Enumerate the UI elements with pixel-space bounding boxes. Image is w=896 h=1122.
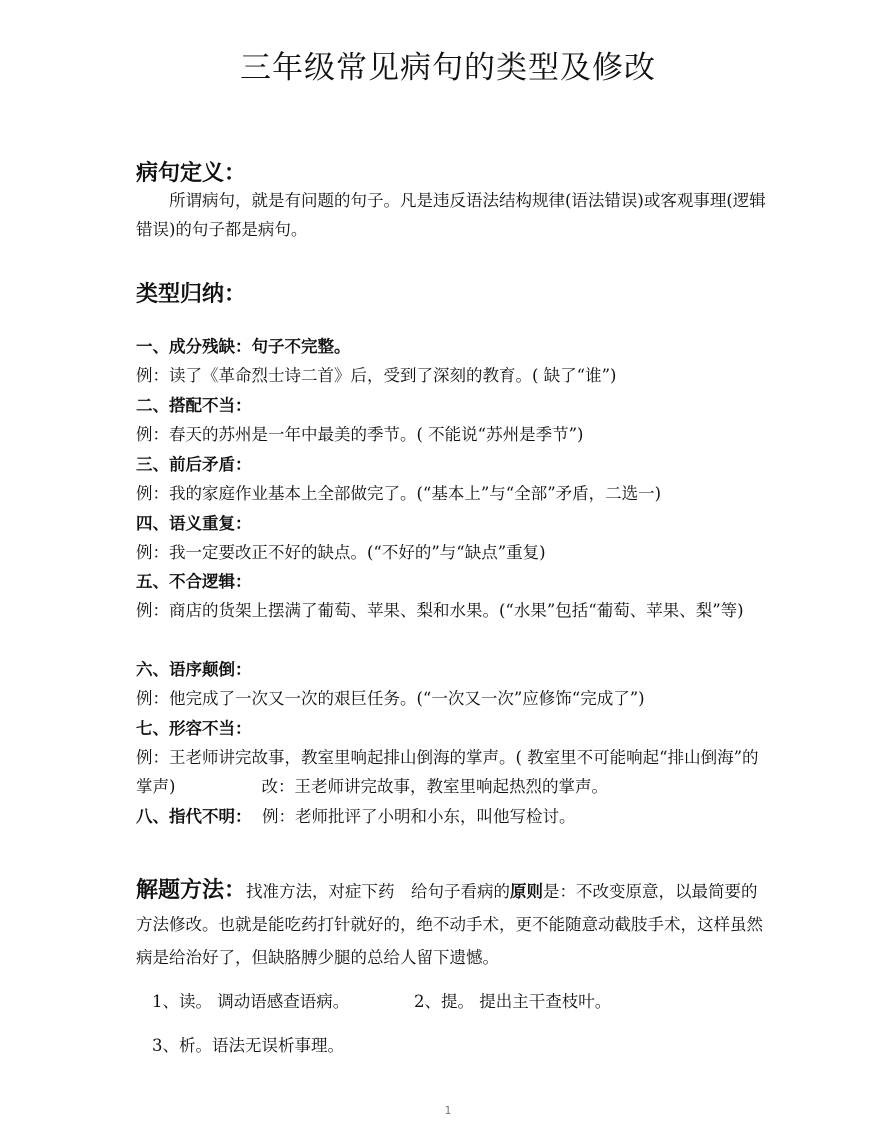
method-step-2: 2、提。 提出主干查枝叶。 — [414, 992, 612, 1011]
method-paragraph — [136, 874, 766, 974]
type-1-label: 一、成分残缺：句子不完整。 — [136, 337, 351, 356]
method-step-3: 3、析。语法无误析事理。 — [152, 1036, 344, 1055]
type-6-label: 六、语序颠倒： — [136, 660, 252, 679]
type-7-label: 七、形容不当： — [136, 719, 252, 738]
type-8-label: 八、指代不明： — [136, 807, 252, 826]
type-7-fix: 改：王老师讲完故事，教室里响起热烈的掌声。 — [261, 777, 608, 796]
type-8-example: 例：老师批评了小明和小东，叫他写检讨。 — [262, 807, 576, 826]
type-6-example: 例：他完成了一次又一次的艰巨任务。(“一次又一次”应修饰“完成了”) — [136, 689, 645, 708]
type-3-label: 三、前后矛盾： — [136, 455, 252, 474]
method-intro-b: 是：不改变原意，以最简要的方法修改。也就是能吃药打针就好的，绝不动手术，更不能随意动截肢手术，这样虽然病是给治好了，但缺胳膊少腿的总给人留下遗憾。 — [136, 882, 763, 967]
types-heading: 类型归纳： — [136, 282, 247, 307]
principle-word: 原则 — [510, 882, 544, 901]
type-2-example: 例：春天的苏州是一年中最美的季节。( 不能说“苏州是季节”) — [136, 425, 584, 444]
type-8-row — [136, 802, 768, 831]
method-step-1: 1、读。 调动语感查语病。 — [152, 992, 350, 1011]
type-7-example-text: 例：王老师讲完故事，教室里响起排山倒海的掌声。( 教室里不可能响起“排山倒海”的掌声) — [136, 748, 759, 796]
definition-heading: 病句定义： — [136, 161, 247, 186]
type-7-example — [136, 743, 768, 801]
page-number: 1 — [444, 1104, 452, 1117]
method-intro-a: 找准方法，对症下药 给句子看病的 — [246, 882, 511, 901]
type-4-label: 四、语义重复： — [136, 514, 252, 533]
definition-text: 所谓病句，就是有问题的句子。凡是违反语法结构规律(语法错误)或客观事理(逻辑错误)的句子都是病句。 — [136, 191, 766, 239]
type-1-example: 例：读了《革命烈士诗二首》后，受到了深刻的教育。( 缺了“谁”) — [136, 366, 617, 385]
type-5-label: 五、不合逻辑： — [136, 572, 252, 591]
type-4-example: 例：我一定要改正不好的缺点。(“不好的”与“缺点”重复) — [136, 543, 546, 562]
page-title: 三年级常见病句的类型及修改 — [240, 50, 656, 86]
type-3-example: 例：我的家庭作业基本上全部做完了。(“基本上”与“全部”矛盾，二选一) — [136, 484, 662, 503]
type-5-example: 例：商店的货架上摆满了葡萄、苹果、梨和水果。(“水果”包括“葡萄、苹果、梨”等) — [136, 601, 744, 620]
method-heading: 解题方法： — [136, 878, 247, 903]
type-2-label: 二、搭配不当： — [136, 396, 252, 415]
